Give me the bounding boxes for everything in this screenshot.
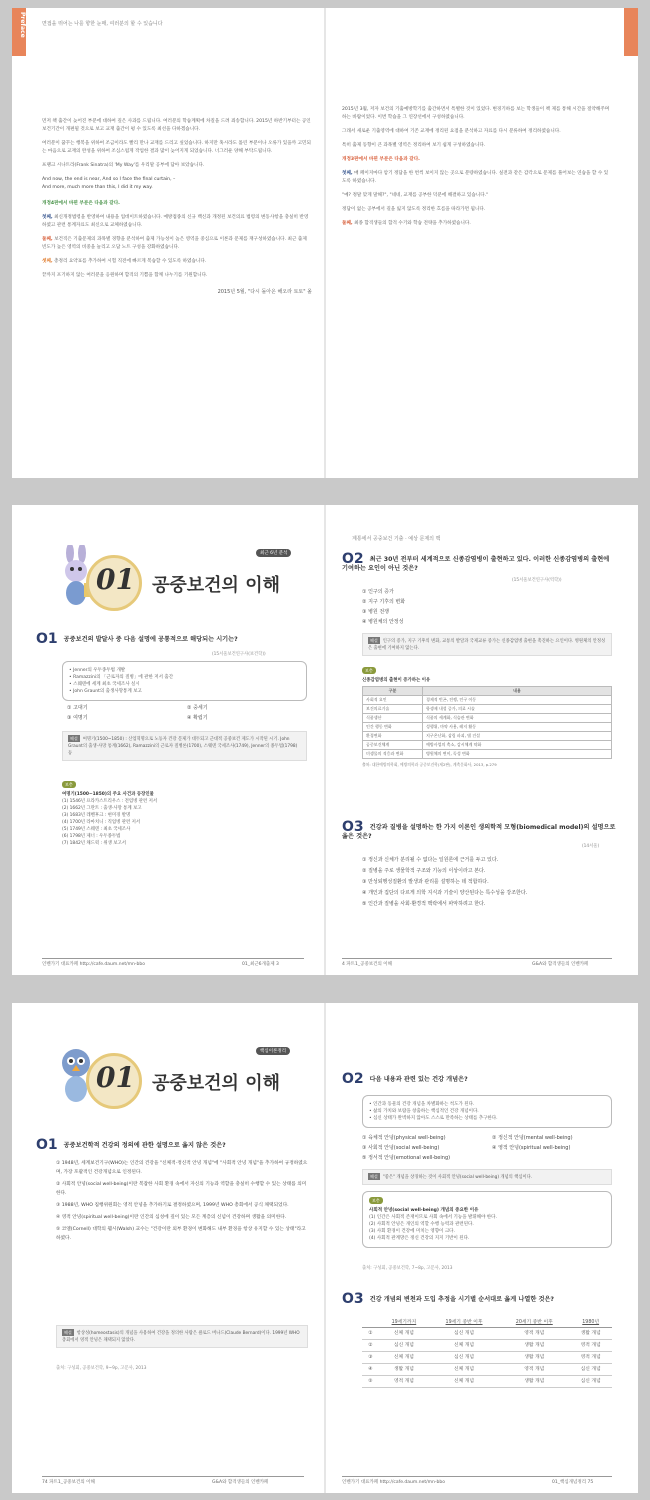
- footer-rule: [342, 1476, 612, 1477]
- table-header: 구분: [363, 687, 423, 696]
- emerging-disease-table: [362, 686, 612, 759]
- question-source: (15서울보건연구사(역학)): [512, 578, 562, 583]
- preface-signature: 2015년 5월, "다시 돌아온 해오라 토토" 올: [217, 289, 312, 295]
- preface-tab-left: [12, 8, 26, 56]
- question-2: [342, 551, 612, 573]
- question-source: 출처: 구성회, 공중보건학, 9~9p, 고문사, 2013: [56, 1366, 147, 1371]
- item-tag: 첫째,: [42, 215, 53, 220]
- table-row: 공중보건체계 예방사업의 축소, 감시체계 약화: [363, 741, 612, 750]
- explanation-tag: 해설: [370, 1174, 378, 1179]
- option[interactable]: ④ 확립기: [187, 715, 208, 721]
- option[interactable]: ③ 병원 전쟁: [362, 609, 389, 615]
- preface-right-column: [342, 106, 610, 234]
- preface-quote: "예? 정말 맞게 말해?", "네네, 교재를 공부한 덕분에 해결하고 있습니다.": [342, 193, 489, 198]
- supplement-line: (4) 사회적 관계망은 정신 건강의 지지 기반이 된다.: [369, 1236, 470, 1241]
- supplement-heading: 사회적 안녕(social well-being) 개념의 중요한 이유: [369, 1208, 479, 1213]
- supplement-line: (5) 1749년 스웨덴 : 최초 국세조사: [62, 827, 131, 832]
- footer-right: G&A와 합격생들의 인벤카페: [212, 1480, 269, 1485]
- supplement-line: (6) 1798년 제너 : 우두종두법: [62, 834, 121, 839]
- supplement-line: (3) 1683년 레벤후크 : 현미경 발명: [62, 813, 131, 818]
- option[interactable]: ① 인구의 증가: [362, 589, 394, 595]
- explanation-tag: 해설: [64, 1330, 72, 1335]
- song-quote-line: And now, the end is near, And so I face the final curtain, –: [42, 177, 176, 182]
- table-row: 식품생산 식품의 세계화, 식습관 변화: [363, 714, 612, 723]
- page-gutter: [324, 1003, 326, 1493]
- item-text: 매 페이지마다 암기 정답을 한 번씩 보이지 않는 곳으로 분량하였습니다. 실전과 같은 감각으로 문제를 풀어보는 연습을 할 수 있도록 하였습니다.: [342, 171, 609, 184]
- question-source: (14서울): [582, 844, 600, 849]
- option[interactable]: ① 정신과 신체가 분리될 수 없다는 일원론에 근거를 두고 있다.: [362, 857, 499, 863]
- item-text: 최종 합격생들의 합격 수기와 학습 전략을 추가하였습니다.: [354, 221, 471, 226]
- answer-options: [67, 703, 307, 723]
- option[interactable]: ④ 영적 안녕(spiritual well-being)이란 인간의 심성에 깊이 있는 모든 계층의 신념이 건강하며 생활을 의미한다.: [56, 1215, 287, 1220]
- explanation-text: 여명기(1500~1850) : 산업혁명으로 노동자 건강 문제가 대두되고 근대적 공중보건 제도가 시작된 시기. John Graunt의 출생·사망 통계(1662), Ramazzini의 근로자 질병론(1700), 스웨덴 국세조사(1749), Jenner의 종두법(1798) 등: [68, 737, 298, 756]
- option[interactable]: ① 1948년, 세계보건기구(WHO)는 인간의 건강을 "신체적·정신적 안녕 개념"에 "사회적 안녕 개념"을 추가하여 규정하였으며, 가장 포괄적인 건강개념으로 인정된다.: [56, 1161, 308, 1175]
- supplement-heading: 여명기(1500~1850)의 주요 사건과 등장인물: [62, 792, 154, 797]
- box-line: • Jenner의 우두종두법 개발: [69, 668, 126, 673]
- table-row[interactable]: ③ 신체 개념 심신 개념 생활 개념 영적 개념: [362, 1352, 612, 1364]
- option[interactable]: ④ 병원체의 안정성: [362, 619, 404, 625]
- question-text: 공중보건의 발달사 중 다음 설명에 공통적으로 해당되는 시기는?: [63, 636, 238, 643]
- box-line: • 심신 상태가 완벽하지 않아도 스스로 만족하는 상태를 추구한다.: [369, 1116, 498, 1121]
- item-text: 총정리 요약표를 추가하여 시험 직전에 빠르게 복습할 수 있도록 하였습니다.: [54, 259, 207, 264]
- preface-paragraph: 특히 출제 동향이 큰 과목별 영역은 정리하여 보기 쉽게 구성하였습니다.: [342, 143, 486, 148]
- option[interactable]: ③ 만성퇴행성질환의 발생과 관리를 설명하는 데 적합하다.: [362, 879, 489, 885]
- question-text: 건강과 질병을 설명하는 한 가지 이론인 생의학적 모형(biomedical model)의 설명으로 옳은 것은?: [342, 824, 616, 840]
- supplement-line: (1) 1546년 프라카스트리우스 : 전염병 관련 저서: [62, 799, 158, 804]
- supplement-line: (7) 1842년 채드윅 : 위생 보고서: [62, 841, 127, 846]
- chapter-spread-theory: [12, 1003, 638, 1493]
- chapter-header: [56, 1043, 287, 1103]
- question-number: O1: [36, 631, 58, 647]
- footer-left: 인벤가기 대표카페 http://cafe.daum.net/mn-bbo: [42, 962, 145, 967]
- option[interactable]: ⑤ 정서적 안녕(emotional well-being): [362, 1155, 451, 1161]
- box-line: • 인간과 동물의 건강 개념을 차별화하는 척도가 된다.: [369, 1102, 475, 1107]
- question-text: 공중보건학적 건강의 정의에 관한 설명으로 옳지 않은 것은?: [63, 1142, 226, 1149]
- edition-heading: 개정3판에서 바뀐 부분은 다음과 같다.: [342, 157, 420, 162]
- edition-heading: 개정4판에서 바뀐 부분은 다음과 같다.: [42, 201, 120, 206]
- option[interactable]: ④ 개인과 집단의 다르게 의학 지식과 기술이 양산된다는 특수성을 강조한다.: [362, 890, 528, 896]
- question-number: O3: [342, 819, 364, 835]
- chapter-badge: 핵심이론정리: [256, 1047, 290, 1055]
- question-box: [62, 661, 307, 701]
- supplement-source: 출처: 구성회, 공중보건학, 7~8p, 고문사, 2013: [362, 1266, 453, 1271]
- supplement-line: (4) 1700년 라마치니 : 직업병 관련 저서: [62, 820, 141, 825]
- question-3: [342, 819, 617, 841]
- question-text: 건강 개념의 변천과 도입 추정을 시기별 순서대로 옳게 나열한 것은?: [369, 1296, 555, 1303]
- song-quote-line: And more, much more than this, I did it my way.: [42, 185, 153, 190]
- explanation-text: 항상성(homeostasis)의 개념을 사용하여 건강을 정의한 사람은 클로드 버나드(Claude Bernard)이다. 1999년 WHO 총회에서 영적 안녕은 채택되지 않았다.: [62, 1331, 300, 1343]
- answer-explanation: [56, 1325, 308, 1348]
- supplement-tag: 보충: [62, 781, 76, 788]
- answer-explanation: [362, 633, 612, 656]
- supplement-table-block: [362, 667, 612, 768]
- question-text: 최근 30년 전부터 세계적으로 신종감염병이 출현하고 있다. 이러한 신종감염병의 출현에 기여하는 요인이 아닌 것은?: [342, 556, 610, 572]
- footer-page: 74 파트1_공중보건의 이해: [42, 1480, 95, 1485]
- chapter-number: 01: [96, 563, 135, 596]
- table-header: 내용: [423, 687, 612, 696]
- preface-paragraph: 그래서 새로운 기출영역에 대하여 기존 교재에 정리된 요점을 분석하고 자료를 다시 분류하여 정리하였습니다.: [342, 129, 561, 134]
- table-row[interactable]: ⑤ 영적 개념 신체 개념 생활 개념 심신 개념: [362, 1376, 612, 1388]
- supplement-line: (3) 사회 환경이 건강에 미치는 영향이 크다.: [369, 1229, 455, 1234]
- item-tag: 둘째,: [42, 237, 53, 242]
- item-text: 보건직은 기출문제의 과목별 경향을 분석하여 출제 가능성이 높은 영역을 중심으로 이론과 문제를 재구성하였습니다. 최근 출제 빈도가 높은 영역의 비중을 늘리고 오답 노트 구성을 강화하였습니다.: [42, 237, 307, 250]
- option[interactable]: ③ 사회적 안녕(social well-being): [362, 1145, 440, 1151]
- preface-paragraph: 프랭크 시나트라(Frank Sinatra)의 'My Way'를 우리말 공부에 담아 보았습니다.: [42, 163, 205, 168]
- chapter-spread-questions: [12, 505, 638, 975]
- answer-explanation: [362, 1169, 612, 1185]
- question-source: (15서울보건연구사(보건학)): [212, 652, 266, 657]
- question-1: [36, 1137, 311, 1153]
- item-text: 최신개정법령을 반영하여 내용을 업데이트하였습니다. 예방접종의 신규 백신과 개정된 보건의료 법령의 변동사항을 충실히 반영하였고 관련 통계자료도 최신으로 교체하였습니다.: [42, 215, 309, 228]
- option[interactable]: ② 지구 기후의 변화: [362, 599, 406, 605]
- table-row: 미생물의 적응과 변화 병원체의 변이, 독성 변화: [363, 750, 612, 759]
- option[interactable]: ⑤ 코엘(Cornell) 대학의 웰시(Walsh) 교수는 "건강이란 외부 환경이 변화해도 내부 환경을 항상 유지할 수 있는 상태"라고 하였다.: [56, 1227, 306, 1241]
- box-line: • Ramazzini의 「근로자의 질병」에 관한 저서 출간: [69, 675, 174, 680]
- option[interactable]: ① 고대기: [67, 705, 88, 711]
- page-gutter: [324, 505, 326, 975]
- answer-options: [362, 587, 602, 627]
- table-row[interactable]: ④ 생활 개념 신체 개념 영적 개념 심신 개념: [362, 1364, 612, 1376]
- supplement-line: (2) 사회적 안녕은 개인의 역할 수행 능력과 관련된다.: [369, 1222, 474, 1227]
- table-header-row: 19세기까지 19세기 중반 이후 20세기 중반 이후 1980년: [362, 1319, 612, 1328]
- question-number: O2: [342, 1071, 364, 1087]
- preface-tab-right: [624, 8, 638, 56]
- supplement-line: (2) 1662년 그란트 : 출생·사망 통계 보고: [62, 806, 142, 811]
- answer-options: [362, 855, 617, 910]
- table-row: 사회적 요인 경제적 빈곤, 전쟁, 인구 이동: [363, 696, 612, 705]
- supplement-tag: 보충: [362, 667, 376, 674]
- item-tag: 첫째,: [342, 171, 353, 176]
- answer-explanation: [62, 731, 307, 761]
- footer-left: 인벤가기 대표카페 http://cafe.daum.net/mn-bbo: [342, 1480, 445, 1485]
- supplement-block: [62, 781, 307, 847]
- explanation-tag: 해설: [370, 638, 378, 643]
- footer-page: 4 파트1_공중보건의 이해: [342, 962, 392, 967]
- item-tag: 둘째,: [342, 221, 353, 226]
- table-row[interactable]: ② 심신 개념 신체 개념 생활 개념 영적 개념: [362, 1340, 612, 1352]
- explanation-text: 인구의 증가, 지구 기후의 변화, 교통의 발달과 국제교류 증가는 신종감염병 출현을 촉진하는 요인이다. 병원체의 안정성은 출현에 기여하지 않는다.: [368, 639, 606, 651]
- footer-rule: [342, 958, 612, 959]
- running-head: 면접을 뛰어는 나를 향한 눈매, 여러분의 할 수 있습니다: [42, 21, 163, 27]
- preface-paragraph: 정답이 없는 공부에서 길을 잃지 않도록 정리한 흐름을 따라가면 됩니다.: [342, 207, 486, 212]
- box-line: • John Graunt의 출생사망통계 보고: [69, 689, 142, 694]
- box-line: • 삶의 가치와 보람을 창출하는 핵심적인 건강 개념이다.: [369, 1109, 479, 1114]
- question-1: [36, 631, 306, 647]
- question-number: O3: [342, 1291, 364, 1307]
- explanation-tag: 해설: [70, 736, 78, 741]
- option[interactable]: ① 육체적 안녕(physical well-being): [362, 1135, 446, 1141]
- box-line: • 스웨덴에 세계 최초 국세조사 실시: [69, 682, 140, 687]
- question-number: O1: [36, 1137, 58, 1153]
- option[interactable]: ② 질병을 주로 생물학적 구조와 기능의 이상이라고 본다.: [362, 868, 486, 874]
- question-text: 다음 내용과 관련 있는 건강 개념은?: [369, 1076, 468, 1083]
- answer-options: [56, 1159, 308, 1243]
- item-tag: 셋째,: [42, 259, 53, 264]
- preface-paragraph: 끝까지 포기하지 않는 여러분을 응원하며 합격의 기쁨을 함께 나누기를 기원합니다.: [42, 273, 208, 278]
- preface-paragraph: 2015년 3월, 저자 보건의 기출예방학기를 출간하면서 특별한 것이 있었다. 변경기하를 보는 학생들이 책 제를 통해 시간을 절약해주며 하는 바람이었다. 이번 학습을 그 연장선에서 구성하였습니다.: [342, 107, 610, 120]
- question-number: O2: [342, 551, 364, 567]
- question-3: [342, 1291, 612, 1307]
- table-row: 보건의료기술 항생제 내성 증가, 의료 시술: [363, 705, 612, 714]
- table-row: 환경변화 지구온난화, 삼림 파괴, 댐 건설: [363, 732, 612, 741]
- table-source: 출처: 대한예방의학회, 예방의학과 공중보건학(제2판), 계축문화사, 2013, p.279: [362, 762, 497, 767]
- preface-paragraph: 여러분이 꿈꾸는 행복을 위하여 조금이라도 빨리 만나 교재를 드리고 싶었습니다. 하지만 혹시라도 틀린 부분이나 오류가 있을까 고민되는 마음으로 교재의 완성을 위하여 조심스럽게 작업한 결과 많이 늦어지게 되었습니다. 너그러운 양해 부탁드립니다.: [42, 141, 311, 154]
- option[interactable]: ② 중세기: [187, 705, 208, 711]
- running-head: 계통에서 공중보건 기출 · 예상 문제의 맥: [352, 536, 441, 542]
- supplement-tag: 보충: [369, 1197, 383, 1204]
- footer-rule: [42, 1476, 304, 1477]
- question-2: [342, 1071, 612, 1087]
- question-box: [362, 1095, 612, 1128]
- supplement-block: [362, 1191, 612, 1248]
- option[interactable]: ② 정신적 안녕(mental well-being): [492, 1135, 573, 1141]
- option[interactable]: ④ 영적 안녕(spiritual well-being): [492, 1145, 571, 1151]
- chapter-badge: 최근 6년 분석: [256, 549, 291, 557]
- chapter-title: 공중보건의 이해: [152, 575, 280, 596]
- answer-options: [362, 1133, 612, 1163]
- footer-rule: [42, 958, 304, 959]
- option[interactable]: ③ 여명기: [67, 715, 88, 721]
- table-row[interactable]: ① 신체 개념 심신 개념 영적 개념 생활 개념: [362, 1328, 612, 1340]
- option[interactable]: ⑤ 인간과 질병을 사회·환경적 맥락에서 파악하려고 한다.: [362, 901, 486, 907]
- page-gutter: [324, 8, 326, 478]
- option[interactable]: ③ 1988년, WHO 집행위원회는 영적 안녕을 추가하기로 결정하였으며, 1999년 WHO 총회에서 공식 채택되었다.: [56, 1203, 289, 1208]
- preface-paragraph: 먼저 책 출간이 늦어진 부분에 대하여 깊은 사과를 드립니다. 여러분의 학습계획에 차질을 드려 죄송합니다. 2015년 하반기부터는 공인보건기간이 개편될 것으로 보고 교재 출간이 평 수 있도록 최선을 다하겠습니다.: [42, 119, 311, 132]
- supplement-line: (1) 인간은 사회적 존재이므로 사회 속에서 기능을 발휘해야 한다.: [369, 1215, 497, 1220]
- chapter-title: 공중보건의 이해: [152, 1073, 280, 1094]
- preface-tab-label: Preface: [19, 12, 26, 38]
- preface-left-column: [42, 118, 312, 296]
- chapter-header: [56, 545, 288, 605]
- chapter-number: 01: [96, 1061, 135, 1094]
- explanation-text: "좋은" 개념을 상징하는 것이 사회적 안녕(social well-being) 개념의 핵심이다.: [382, 1175, 533, 1180]
- footer-page: 01_핵심개념정리 75: [552, 1480, 594, 1485]
- concept-order-table: [362, 1319, 612, 1388]
- table-row: 인간 행동 변화 성행위, 마약 사용, 레저 활동: [363, 723, 612, 732]
- footer-page: 01_최근6개출제 3: [242, 962, 279, 967]
- table-title: 신종감염병의 출현이 증가하는 이유: [362, 678, 431, 683]
- option[interactable]: ② 사회적 안녕(social well-being)이란 복잡한 사회 환경 속에서 자신의 기능과 역할을 충실히 수행할 수 있는 상태를 의미한다.: [56, 1182, 307, 1196]
- footer-right: G&A와 합격생들의 인벤카페: [532, 962, 589, 967]
- preface-spread: [12, 8, 638, 478]
